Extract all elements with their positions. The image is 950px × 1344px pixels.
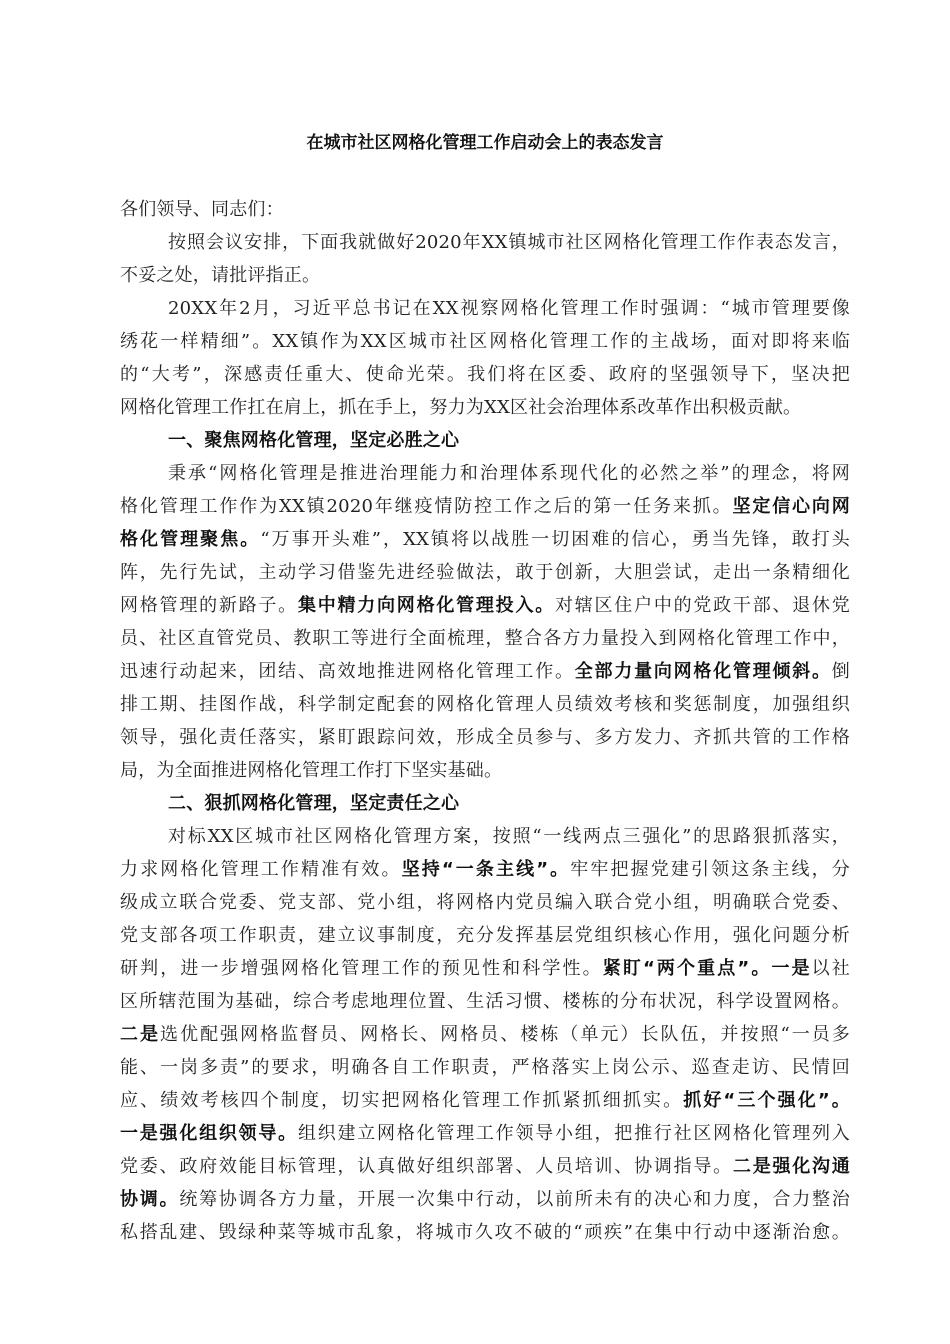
document-lines — [120, 226, 850, 1249]
bold-text: 集中精力向网格化管理投入。 — [297, 595, 555, 616]
paragraph-line — [120, 556, 850, 589]
text: 级成立联合党委、党支部、党小组，将网格内党员编入联合党小组，明确联合党委、 — [120, 892, 850, 913]
text: 党支部各项工作职责，建立议事制度，充分发挥基层党组织核心作用，强化问题分析 — [120, 925, 850, 946]
paragraph-line — [120, 1018, 850, 1051]
paragraph-line — [120, 655, 850, 688]
text: 20XX年2月，习近平总书记在XX视察网格化管理工作时强调：“城市管理要像 — [168, 298, 850, 319]
text: 研判，进一步增强网格化管理工作的预见性和科学性。 — [120, 958, 603, 979]
text: 党委、政府效能目标管理，认真做好组织部署、人员培训、协调指导。 — [120, 1156, 733, 1177]
paragraph-line — [120, 292, 850, 325]
paragraph-line — [120, 1084, 850, 1117]
paragraph-line — [120, 853, 850, 886]
text: 领导，强化责任落实，紧盯跟踪问效，形成全员参与、多方发力、齐抓共管的工作格 — [120, 727, 850, 748]
bold-text: 格化管理聚焦。 — [120, 529, 261, 550]
bold-text: 坚定信心向网 — [732, 496, 850, 517]
bold-text: 全部力量向网格化管理倾斜。 — [574, 661, 832, 682]
text: 不妥之处，请批评指正。 — [120, 265, 321, 286]
text: 组织建立网格化管理工作领导小组，把推行社区网格化管理列入 — [297, 1123, 850, 1144]
bold-text: 二是强化沟通 — [732, 1156, 850, 1177]
paragraph-line — [120, 1150, 850, 1183]
text: 区所辖范围为基础，综合考虑地理位置、生活习惯、楼栋的分布状况，科学设置网格。 — [120, 991, 850, 1012]
section-heading — [120, 787, 850, 820]
paragraph-line — [120, 952, 850, 985]
text: 以社 — [811, 958, 850, 979]
bold-text: 二是 — [120, 1024, 161, 1045]
bold-text: 抓好“三个强化”。 — [683, 1090, 850, 1111]
text: 牢牢把握党建引领这条主线，分 — [570, 859, 850, 880]
paragraph-line — [120, 1216, 850, 1249]
paragraph-line — [120, 985, 850, 1018]
paragraph-line — [120, 1051, 850, 1084]
text: 私搭乱建、毁绿种菜等城市乱象，将城市久攻不破的“顽疾”在集中行动中逐渐治愈。 — [120, 1222, 850, 1243]
paragraph-line — [120, 589, 850, 622]
paragraph-line — [120, 820, 850, 853]
text: 格化管理工作作为XX镇2020年继疫情防控工作之后的第一任务来抓。 — [120, 496, 733, 517]
bold-text: 坚持“一条主线”。 — [401, 859, 571, 880]
paragraph-line — [120, 622, 850, 655]
paragraph-line — [120, 391, 850, 424]
paragraph-line — [120, 688, 850, 721]
text: 绣花一样精细”。XX镇作为XX区城市社区网格化管理工作的主战场，面对即将来临 — [120, 331, 850, 352]
paragraph-line — [120, 1117, 850, 1150]
paragraph-line — [120, 358, 850, 391]
bold-text: 一、聚焦网格化管理，坚定必胜之心 — [168, 430, 460, 451]
salutation: 各们领导、同志们： — [120, 199, 284, 220]
paragraph-line — [120, 523, 850, 556]
text: 应、绩效考核四个制度，切实把网格化管理工作抓紧抓细抓实。 — [120, 1090, 684, 1111]
text: 阵，先行先试，主动学习借鉴先进经验做法，敢于创新，大胆尝试，走出一条精细化 — [120, 562, 850, 583]
text: “万事开头难”，XX镇将以战胜一切困难的信心，勇当先锋，敢打头 — [260, 529, 850, 550]
text: 员、社区直管党员、教职工等进行全面梳理，整合各方力量投入到网格化管理工作中， — [120, 628, 850, 649]
paragraph-line — [120, 886, 850, 919]
text: 对辖区住户中的党政干部、退休党 — [554, 595, 850, 616]
document-title: 在城市社区网格化管理工作启动会上的表态发言 — [306, 133, 664, 153]
text: 的“大考”，深感责任重大、使命光荣。我们将在区委、政府的坚强领导下，坚决把 — [120, 364, 850, 385]
paragraph-line — [120, 919, 850, 952]
text: 选优配强网格监督员、网格长、网格员、楼栋（单元）长队伍，并按照“一员多 — [160, 1024, 851, 1045]
text: 能、一岗多责”的要求，明确各自工作职责，严格落实上岗公示、巡查走访、民情回 — [120, 1057, 850, 1078]
text: 局，为全面推进网格化管理工作打下坚实基础。 — [120, 760, 503, 781]
text: 网格管理的新路子。 — [120, 595, 298, 616]
paragraph-line — [120, 754, 850, 787]
bold-text: 二、狠抓网格化管理，坚定责任之心 — [168, 793, 460, 814]
paragraph-line — [120, 490, 850, 523]
paragraph-line — [120, 226, 850, 259]
text: 倒 — [831, 661, 850, 682]
text: 力求网格化管理工作精准有效。 — [120, 859, 402, 880]
text: 统筹协调各方力量，开展一次集中行动，以前所未有的决心和力度，合力整治 — [179, 1189, 851, 1210]
section-heading — [120, 424, 850, 457]
paragraph-line — [120, 1183, 850, 1216]
text: 迅速行动起来，团结、高效地推进网格化管理工作。 — [120, 661, 575, 682]
paragraph-line — [120, 721, 850, 754]
document-body — [120, 193, 850, 1249]
text: 网格化管理工作扛在肩上，抓在手上，努力为XX区社会治理体系改革作出积极贡献。 — [120, 397, 802, 418]
text: 对标XX区城市社区网格化管理方案，按照“一线两点三强化”的思路狠抓落实， — [168, 826, 850, 847]
text: 秉承“网格化管理是推进治理能力和治理体系现代化的必然之举”的理念，将网 — [168, 463, 850, 484]
paragraph-line — [120, 325, 850, 358]
text: 按照会议安排，下面我就做好2020年XX镇城市社区网格化管理工作作表态发言， — [168, 232, 850, 253]
text: 排工期、挂图作战，科学制定配套的网格化管理人员绩效考核和奖惩制度，加强组织 — [120, 694, 850, 715]
bold-text: 协调。 — [120, 1189, 180, 1210]
paragraph-line — [120, 457, 850, 490]
paragraph-line — [120, 259, 850, 292]
bold-text: 紧盯“两个重点”。一是 — [602, 958, 812, 979]
bold-text: 一是强化组织领导。 — [120, 1123, 298, 1144]
